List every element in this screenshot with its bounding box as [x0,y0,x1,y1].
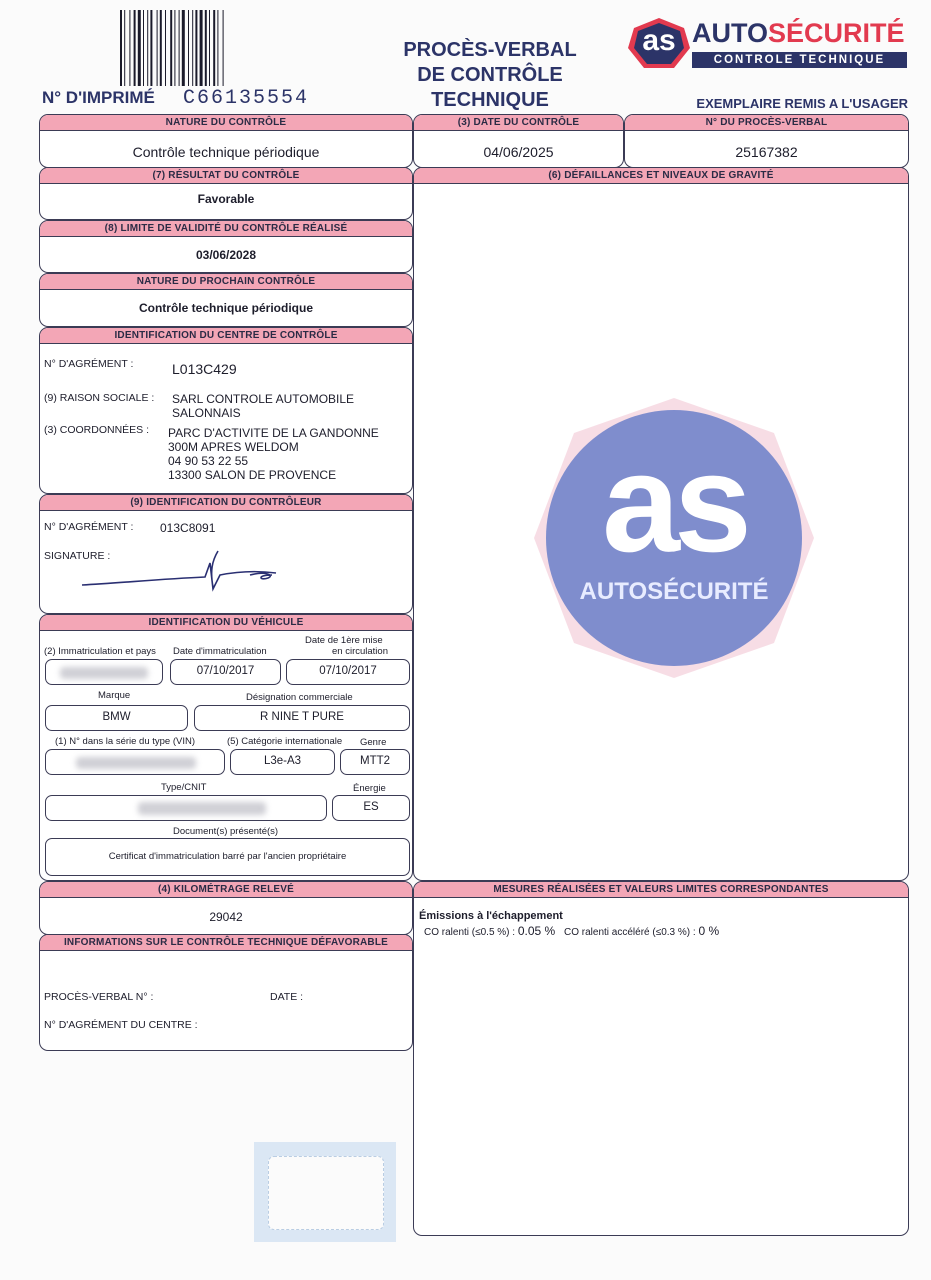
barcode-bar [205,10,207,86]
co-accelere-label: CO ralenti accéléré (≤0.3 %) : [564,927,696,938]
mesures-box [413,881,909,1236]
pv-number-value: 25167382 [735,144,798,160]
nature-controle-header: NATURE DU CONTRÔLE [40,115,412,131]
barcode-bar [170,10,172,86]
centre-coord-line-1: PARC D'ACTIVITE DE LA GANDONNE [168,426,379,440]
barcode-bar [160,10,162,86]
controleur-agrement-value: 013C8091 [160,521,216,535]
barcode [118,10,246,86]
validite-box [39,220,413,273]
barcode-bar [120,10,122,86]
immat-label: (2) Immatriculation et pays [44,646,156,657]
date-immat-label: Date d'immatriculation [173,646,267,657]
defavorable-agrement-label: N° D'AGRÉMENT DU CENTRE : [44,1019,198,1031]
barcode-bar [223,10,224,86]
date-controle-header: (3) DATE DU CONTRÔLE [414,115,623,131]
date-circ-field: 07/10/2017 [286,659,410,685]
co-accelere-value: 0 % [698,924,720,938]
nature-controle-box [39,114,413,168]
barcode-bar [209,10,210,86]
defaillances-header: (6) DÉFAILLANCES ET NIVEAUX DE GRAVITÉ [414,168,908,184]
mesures-header: MESURES RÉALISÉES ET VALEURS LIMITES CORRESPONDANTES [414,882,908,898]
watermark-logo-text: as [602,424,746,581]
energie-field: ES [332,795,410,821]
barcode-bar [174,10,175,86]
date-immat-field: 07/10/2017 [170,659,281,685]
nature-controle-value: Contrôle technique périodique [132,144,320,160]
centre-raison-label: (9) RAISON SOCIALE : [44,392,155,404]
resultat-value: Favorable [197,192,255,206]
brand-logo-text: as [642,24,676,57]
vehicule-header: IDENTIFICATION DU VÉHICULE [40,615,412,631]
centre-raison-line-1: SARL CONTROLE AUTOMOBILE [172,392,355,406]
prochain-header: NATURE DU PROCHAIN CONTRÔLE [40,274,412,290]
centre-raison-line-2: SALONNAIS [172,406,241,420]
energie-label: Énergie [353,783,386,794]
immat-field [45,659,163,685]
marque-label: Marque [98,690,131,701]
prochain-value: Contrôle technique périodique [138,301,313,315]
categorie-label: (5) Catégorie internationale [227,736,343,747]
barcode-bar [150,10,152,86]
controleur-agrement-label: N° D'AGRÉMENT : [44,521,134,533]
pv-number-box [624,114,909,168]
signature-image [80,545,280,595]
prochain-box [39,273,413,327]
brand-logo [628,18,690,70]
defavorable-date-label: DATE : [270,991,304,1003]
co-ralenti-label: CO ralenti (≤0.5 %) : [424,927,516,938]
validite-value: 03/06/2028 [195,248,257,262]
document-title [360,38,620,113]
centre-header: IDENTIFICATION DU CENTRE DE CONTRÔLE [40,328,412,344]
imprime-number: C66135554 [183,87,310,110]
resultat-header: (7) RÉSULTAT DU CONTRÔLE [40,168,412,184]
date-circ-label-2: en circulation [332,646,388,657]
brand-subtitle: CONTROLE TECHNIQUE [692,52,907,68]
vehicule-box [39,614,413,881]
date-controle-value: 04/06/2025 [483,144,554,160]
imprime-label: N° D'IMPRIMÉ [42,88,155,107]
kilometrage-header: (4) KILOMÉTRAGE RELEVÉ [40,882,412,898]
centre-agrement-value: L013C429 [172,361,237,377]
copy-note: EXEMPLAIRE REMIS A L'USAGER [696,96,908,111]
signature-label: SIGNATURE : [44,550,111,562]
hologram-patch [254,1142,396,1242]
centre-agrement-label: N° D'AGRÉMENT : [44,358,134,370]
controleur-box [39,494,413,614]
kilometrage-value: 29042 [209,910,243,924]
barcode-bar [134,10,136,86]
barcode-bar [217,10,218,86]
mesures-title: Émissions à l'échappement [419,910,563,922]
barcode-bar [213,10,215,86]
barcode-bar [124,10,125,86]
designation-label: Désignation commerciale [246,692,353,703]
barcode-bar [179,10,180,86]
categorie-field: L3e-A3 [230,749,335,775]
defavorable-box [39,934,413,1051]
barcode-bar [182,10,185,86]
barcode-bar [192,10,193,86]
pv-number-header: N° DU PROCÈS-VERBAL [625,115,908,131]
brand-name-auto: AUTO [692,18,769,48]
vin-field [45,749,225,775]
title-line-2: DE CONTRÔLE TECHNIQUE [417,64,563,111]
barcode-bar [195,10,197,86]
controleur-header: (9) IDENTIFICATION DU CONTRÔLEUR [40,495,412,511]
centre-coord-line-2: 300M APRES WELDOM [168,440,299,454]
barcode-bar [165,10,166,86]
centre-coord-line-3: 04 90 53 22 55 [168,454,249,468]
barcode-bar [147,10,148,86]
centre-coord-label: (3) COORDONNÉES : [44,424,150,436]
kilometrage-box [39,881,413,935]
hologram-inner [268,1156,384,1230]
brand-name [692,18,905,49]
defavorable-pv-label: PROCÈS-VERBAL N° : [44,991,154,1003]
resultat-box [39,167,413,220]
centre-coord-line-4: 13300 SALON DE PROVENCE [168,468,337,482]
type-field [45,795,327,821]
date-circ-label-1: Date de 1ère mise [305,635,383,646]
barcode-bar [157,10,158,86]
validite-header: (8) LIMITE DE VALIDITÉ DU CONTRÔLE RÉALISÉ [40,221,412,237]
designation-field: R NINE T PURE [194,705,410,731]
defavorable-header: INFORMATIONS SUR LE CONTRÔLE TECHNIQUE DÉFAVORABLE [40,935,412,951]
vin-redacted [76,757,196,769]
co-ralenti-value: 0.05 % [517,924,556,938]
immat-redacted [60,667,148,679]
barcode-bar [200,10,203,86]
watermark [524,388,824,688]
barcode-bar [143,10,144,86]
centre-box [39,327,413,494]
type-label: Type/CNIT [161,782,207,793]
barcode-bar [188,10,189,86]
date-controle-box [413,114,624,168]
type-redacted [138,802,266,815]
barcode-bar [138,10,141,86]
documents-label: Document(s) présenté(s) [173,826,279,837]
documents-field: Certificat d'immatriculation barré par l'ancien propriétaire [45,838,410,876]
defaillances-box [413,167,909,881]
genre-label: Genre [360,737,387,748]
genre-field: MTT2 [340,749,410,775]
brand-name-securite: SÉCURITÉ [768,18,905,48]
mesures-line [424,924,719,938]
vin-label: (1) N° dans la série du type (VIN) [55,736,196,747]
title-line-1: PROCÈS-VERBAL [403,39,577,61]
marque-field: BMW [45,705,188,731]
watermark-brand-text: AUTOSÉCURITÉ [579,578,769,605]
barcode-bar [129,10,130,86]
